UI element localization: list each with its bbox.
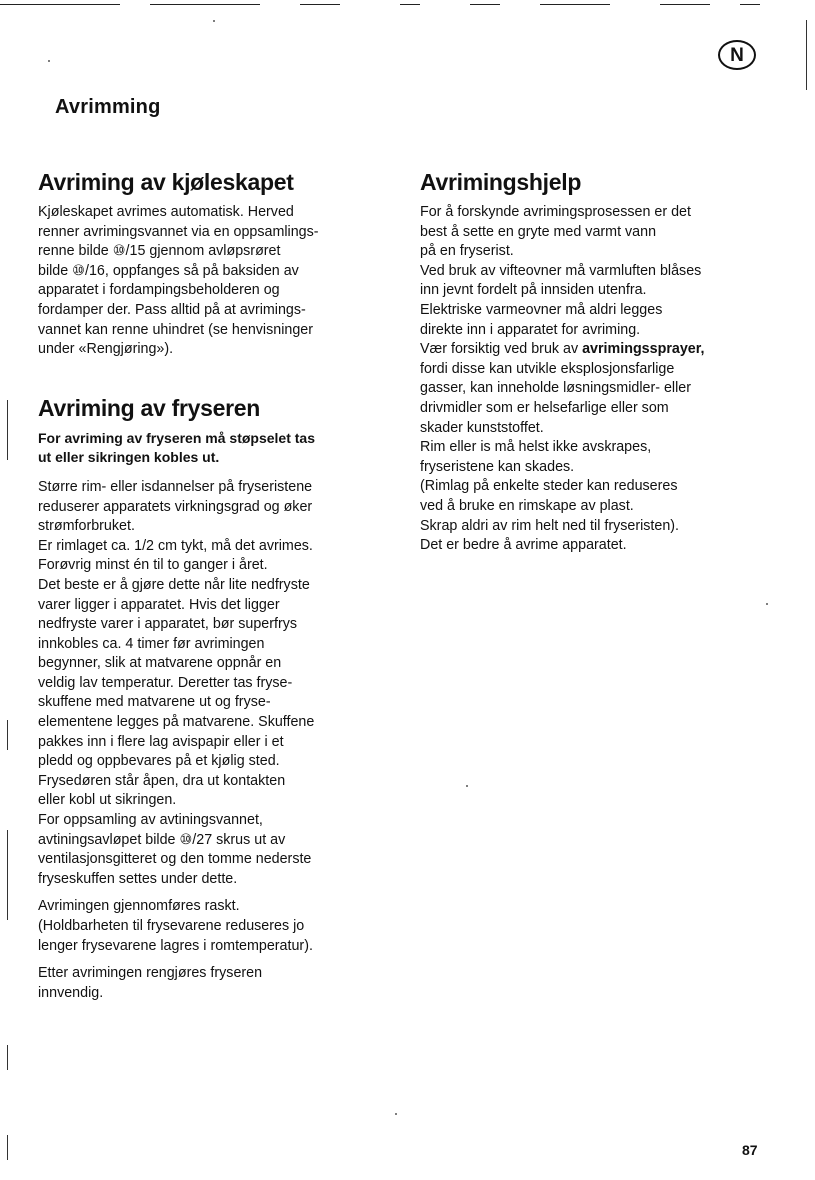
section-label: Avrimming: [55, 96, 161, 118]
freezer-paragraph-2: Avrimingen gjennomføres raskt. (Holdbarheten til frysevarene reduseres jo lenger frysevarene lagres i romtemperatur).: [38, 898, 313, 954]
speck: [395, 1113, 397, 1115]
fridge-paragraph: Kjøleskapet avrimes automatisk. Herved renner avrimingsvannet via en oppsamlings- renne bilde ⑩/15 gjennom avløpsrøret bilde ⑩/16, oppfanges så på baksiden av apparatet i fordampingsbeholderen og fordamper der. Pass alltid på at avrimings- vannet kan renne uhindret (se henvisninger under «Rengjøring»).: [38, 204, 319, 358]
heading-defrost-help: Avrimingshjelp: [420, 169, 582, 195]
language-badge-letter: N: [730, 44, 744, 66]
defrost-help-paragraph: [420, 203, 765, 556]
speck: [766, 603, 768, 605]
right-column: [420, 168, 765, 556]
speck: [213, 20, 215, 22]
scan-mark: [7, 830, 8, 920]
freezer-paragraph-1: Større rim- eller isdannelser på fryseristene reduserer apparatets virkningsgrad og øker strømforbruket. Er rimlaget ca. 1/2 cm tykt, må det avrimes. Forøvrig minst én til to ganger i året. Det beste er å gjøre dette når lite nedfryste varer ligger i apparatet. Hvis det ligger nedfryste varer i apparatet, bør superfrys innkobles ca. 4 timer før avrimingen begynner, slik at matvarene oppnår en veldig lav temperatur. Deretter tas fryse- skuffene med matvarene ut og fryse- elementene legges på matvarene. Skuffene pakkes inn i flere lag avispapir eller i et pledd og oppbevares på et kjølig sted. Frysedøren står åpen, dra ut kontakten eller kobl ut sikringen. For oppsamling av avtiningsvannet, avtiningsavløpet bilde ⑩/27 skrus ut av ventilasjonsgitteret og den tomme nederste fryseskuffen settes under dette.: [38, 478, 315, 887]
top-rule: [150, 4, 260, 5]
top-rule: [540, 4, 610, 5]
top-rule: [0, 4, 120, 5]
defrost-help-text-1: For å forskynde avrimingsprosessen er det best å sette en gryte med varmt vann på en fryserist. Ved bruk av vifteovner må varmluften blåses inn jevnt fordelt på innsiden utenfra. Elektriske varmeovner må aldri legges direkte inn i apparatet for avriming. Vær forsiktig ved bruk av: [420, 204, 702, 358]
scan-mark: [7, 720, 8, 750]
top-rule: [660, 4, 710, 5]
top-rule: [470, 4, 500, 5]
page-number: 87: [742, 1142, 758, 1158]
top-rule: [400, 4, 420, 5]
heading-freezer: Avriming av fryseren: [38, 394, 260, 421]
language-badge: [718, 40, 756, 70]
left-column: [38, 168, 378, 1003]
speck: [48, 60, 50, 62]
scan-mark: [7, 400, 8, 460]
freezer-warning: For avriming av fryseren må støpselet tas ut eller sikringen kobles ut.: [38, 429, 315, 466]
heading-fridge: Avriming av kjøleskapet: [38, 169, 294, 195]
top-rule: [300, 4, 340, 5]
defrost-spray-term: avrimingssprayer,: [582, 341, 705, 358]
defrost-help-text-2: fordi disse kan utvikle eksplosjonsfarlige gasser, kan inneholde løsningsmidler- eller drivmidler som er helsefarlige eller som skader kunststoffet. Rim eller is må helst ikke avskrapes, fryseristene kan skades. (Rimlag på enkelte steder kan reduseres ved å bruke en rimskape av plast. Skrap aldri av rim helt ned til fryseristen). Det er bedre å avrime apparatet.: [420, 360, 691, 554]
freezer-paragraph-3: Etter avrimingen rengjøres fryseren innvendig.: [38, 965, 263, 1001]
scan-mark: [7, 1135, 8, 1160]
scan-mark: [806, 20, 807, 90]
scan-mark: [7, 1045, 8, 1070]
top-rule: [740, 4, 760, 5]
speck: [466, 785, 468, 787]
